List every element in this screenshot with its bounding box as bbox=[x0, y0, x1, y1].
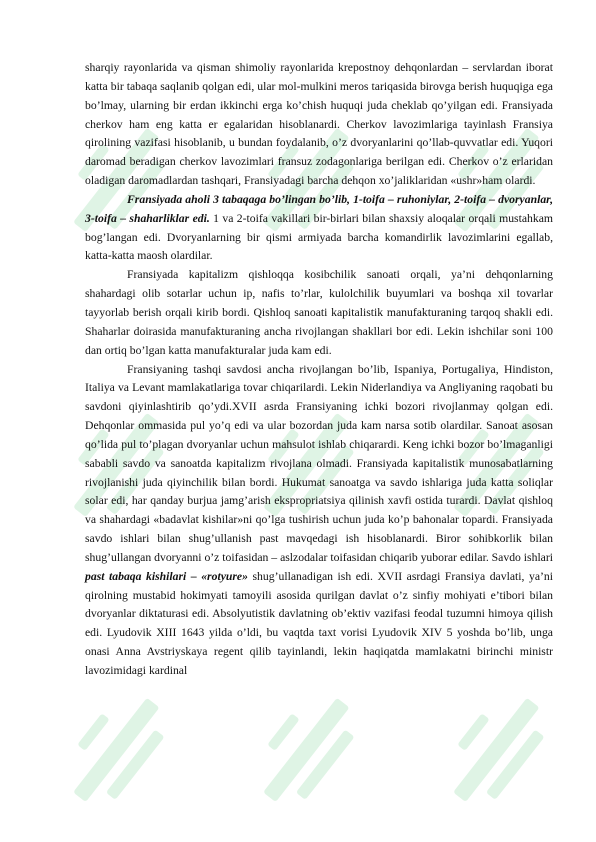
text-segment: Fransiyaning tashqi savdosi ancha rivojlangan bo’lib, Ispaniya, Portugaliya, Hindiston, Italiya va Levant mamlakatlariga tovar chiqarilardi. Lekin Niderlandiya va Angliyaning raqobati bu savdoni qiyinlashtirib qo’ydi.XVII asrda Fransiyaning ichki bozori rivojlanmay qolgan edi. Dehqonlar ommasida pul yo’q edi va ular bozordan juda kam narsa sotib olardilar. Sanoat asosan qo’lida pul to’plagan dvoryanlar uchun mahsulot ishlab chiqarardi. Keng ichki bozor bo’lmaganligi sababli savdo va sanoatda kapitalizm rivojlana olmadi. Fransiyada kapitalistik munosabatlarning rivojlanishi juda qiyinchilik bilan bordi. Hukumat sanoatga va savdo ishlariga juda katta soliqlar solar edi, har qanday burjua jamg’arish ekspropriatsiya qilinish xavfi ostida turardi. Davlat qishloq va shahardagi «badavlat kishilar»ni qo’lga tushirish uchun juda ko’p bahonalar topardi. Fransiyada savdo ishlari bilan shug’ullanish past mavqedagi ish hisoblanardi. Biror sohibkorlik bilan shug’ullangan dvoryanni o’z toifasidan – aslzodalar toifasidan chiqarib yuborar edilar. Savdo ishlari bbox=[85, 362, 554, 564]
emphasized-text: past tabaqa kishilari – «rotyure» bbox=[85, 569, 248, 583]
watermark-stroke bbox=[486, 729, 545, 799]
watermark-stroke bbox=[73, 698, 159, 802]
paragraph bbox=[85, 361, 553, 681]
paragraph bbox=[85, 191, 553, 266]
emphasized-text: Fransiyada aholi 3 tabaqaga bo’lingan bo’lib, 1-toifa – ruhoniylar, 2-toifa – dvoryanlar, 3-toifa – shaharliklar edi. bbox=[85, 192, 553, 225]
watermark-stroke bbox=[77, 713, 110, 751]
text-segment: Fransiyada kapitalizm qishloqqa kosibchilik sanoati orqali, ya’ni dehqonlarning shahardagi olib sotarlar uchun ip, nafis to’rlar, kulolchilik buyumlari va boshqa xil tovarlar tayyorlab berish orqali kirib bordi. Qishloq sanoati kapitalistik manufakturaning tarqoq shakli edi. Shaharlar doirasida manufakturaning ancha rivojlangan shakllari bor edi. Lekin ishchilar soni 100 dan ortiq bo’lgan katta manufakturalar juda kam edi. bbox=[85, 268, 553, 357]
watermark-stroke bbox=[267, 713, 300, 751]
watermark-mark bbox=[243, 682, 367, 816]
text-segment: sharqiy rayonlarida va qisman shimoliy rayonlarida krepostnoy dehqonlardan – servlardan iborat katta bir tabaqa saqlanib qolgan edi, ular mol-mulkini meros tariqasida birovga berish huquqiga ega bo’lmay, ularning bir erdan ikkinchi erga ko’chish huquqi juda cheklab qo’yilgan edi. Fransiyada cherkov ham eng katta er egalaridan hisoblanardi. Cherkov lavozimlariga tayinlash Fransiya qirolining vazifasi hisoblanib, u bundan foydalanib, o’z dvoryanlarini qo’llab-quvvatlar edi. Yuqori daromad beradigan cherkov lavozimlari fransuz zodagonlariga berilgan edi. Cherkov o’z erlaridan oladigan daromadlardan tashqari, Fransiyadagi barcha dehqon xo’jaliklaridan «ushr»ham olardi. bbox=[85, 61, 553, 188]
paragraph bbox=[85, 266, 553, 360]
watermark-mark bbox=[53, 682, 177, 816]
watermark-stroke bbox=[457, 713, 490, 751]
watermark-stroke bbox=[106, 729, 165, 799]
paragraph bbox=[85, 59, 553, 191]
watermark-stroke bbox=[263, 698, 349, 802]
watermark-stroke bbox=[296, 729, 355, 799]
watermark-mark bbox=[433, 682, 557, 816]
watermark-stroke bbox=[453, 698, 539, 802]
document-body bbox=[85, 59, 553, 681]
text-segment: shug’ullanadigan ish edi. XVII asrdagi Fransiya davlati, ya’ni qirolning mustabid hokimyati tamoyili asosida qurilgan davlat o’z sinfiy mohiyati e’tibori bilan dvoryanlar diktaturasi edi. Absolyutistik davlatning ob’ektiv vazifasi feodal tuzumni himoya qilish edi. Lyudovik XIII 1643 yilda o’ldi, bu vaqtda taxt vorisi Lyudovik XIV 5 yoshda bo’lib, unga onasi Anna Avstriyskaya regent qilib tayinlandi, lekin haqiqatda mamlakatni birinchi ministr lavozimidagi kardinal bbox=[85, 569, 553, 677]
text-segment: 1 va 2-toifa vakillari bir-birlari bilan shaxsiy aloqalar orqali mustahkam bog’langan edi. Dvoryanlarning bir qismi armiyada barcha komandirlik lavozimlarini egallab, katta-katta maosh olardilar. bbox=[85, 211, 553, 263]
